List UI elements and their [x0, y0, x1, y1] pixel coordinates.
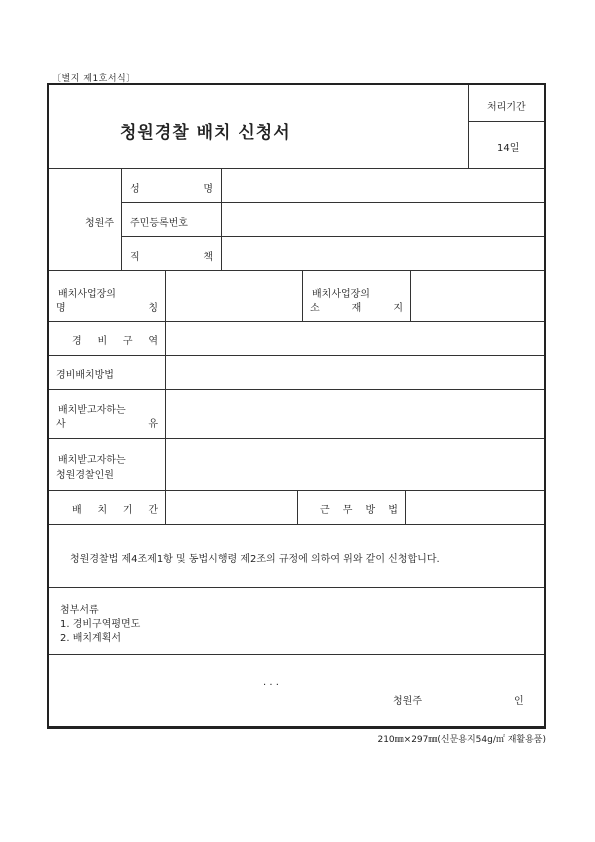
work-method-field[interactable]: [407, 492, 544, 523]
divider: [469, 121, 544, 122]
position-field[interactable]: [223, 238, 544, 269]
guard-area-field[interactable]: [167, 323, 544, 354]
applicant-group-label: 청원주: [85, 218, 114, 229]
position-label: 직 책: [130, 252, 213, 263]
divider: [165, 270, 166, 525]
guard-area-label: 경 비 구 역: [72, 336, 158, 347]
deployment-period-label: 배 치 기 간: [72, 505, 158, 516]
attachment-item: 1. 경비구역평면도: [60, 619, 141, 630]
guard-method-label: 경비배치방법: [56, 370, 114, 381]
resident-id-field[interactable]: [223, 204, 544, 235]
divider: [49, 438, 544, 439]
seal-label: 인: [514, 696, 524, 707]
divider: [468, 85, 469, 169]
workplace-name-label-line2: 명 칭: [56, 303, 158, 314]
work-method-label: 근 무 방 법: [320, 505, 398, 516]
attachments-heading: 첨부서류: [60, 605, 99, 616]
divider: [122, 236, 544, 237]
form-number-label: 〔별지 제1호서식〕: [52, 74, 136, 84]
deployment-period-field[interactable]: [167, 492, 296, 523]
divider: [49, 168, 544, 169]
reason-field[interactable]: [167, 391, 544, 437]
application-statement: 청원경찰법 제4조제1항 및 동법시행령 제2조의 규정에 의하여 위와 같이 신청합니다.: [70, 554, 440, 565]
reason-label-line2: 사 유: [56, 419, 158, 430]
paper-spec-note: 210㎜×297㎜(신문용지54g/㎡ 재활용품): [377, 735, 546, 745]
divider: [49, 654, 544, 655]
workplace-name-label-line1: 배치사업장의: [58, 289, 116, 300]
workplace-location-label-line2: 소 재 지: [310, 303, 403, 314]
workplace-location-label-line1: 배치사업장의: [312, 289, 370, 300]
workplace-name-field[interactable]: [167, 272, 301, 320]
divider: [221, 168, 222, 271]
processing-period-value: 14일: [497, 143, 520, 154]
personnel-count-field[interactable]: [167, 440, 544, 489]
divider: [405, 490, 406, 525]
applicant-signature-label: 청원주: [393, 696, 422, 707]
divider: [410, 270, 411, 322]
divider: [297, 490, 298, 525]
workplace-location-field[interactable]: [412, 272, 544, 320]
applicant-name-field[interactable]: [223, 170, 544, 201]
divider: [302, 270, 303, 322]
processing-period-label: 처리기간: [487, 102, 526, 113]
name-label: 성 명: [130, 184, 213, 195]
divider: [49, 321, 544, 322]
divider: [49, 389, 544, 390]
divider: [49, 270, 544, 271]
date-field[interactable]: . . .: [263, 677, 279, 688]
personnel-label-line1: 배치받고자하는: [58, 455, 126, 466]
resident-id-label: 주민등록번호: [130, 218, 188, 229]
form-title: 청원경찰 배치 신청서: [120, 123, 291, 143]
guard-method-field[interactable]: [167, 357, 544, 388]
attachment-item: 2. 배치계획서: [60, 633, 122, 644]
divider: [122, 202, 544, 203]
divider: [49, 587, 544, 588]
divider: [121, 168, 122, 271]
reason-label-line1: 배치받고자하는: [58, 405, 126, 416]
personnel-label-line2: 청원경찰인원: [56, 470, 114, 481]
divider: [49, 355, 544, 356]
